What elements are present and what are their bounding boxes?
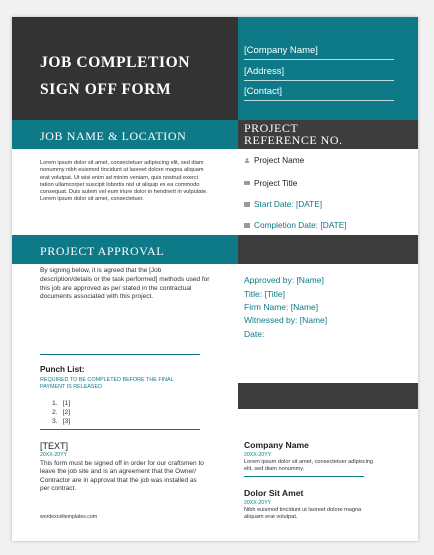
company-block-title: Company Name: [244, 440, 309, 450]
title-field[interactable]: Title: [Title]: [244, 289, 285, 299]
reference-heading: PROJECT REFERENCE NO.: [244, 121, 343, 147]
company-info-block: [238, 17, 418, 120]
punch-list-subtitle: REQUIRED TO BE COMPLETED BEFORE THE FINAL PAYMENT IS RELEASED: [40, 377, 174, 390]
dolor-block-title: Dolor Sit Amet: [244, 488, 304, 498]
firm-name-field[interactable]: Firm Name: [Name]: [244, 302, 319, 312]
contact-field[interactable]: [Contact]: [244, 86, 394, 101]
text-block-title: [TEXT]: [40, 441, 69, 451]
completion-date-item[interactable]: Completion Date: [DATE]: [244, 220, 347, 230]
text-block-year: 20XX-20YY: [40, 452, 68, 458]
form-title: [40, 49, 230, 103]
right-dark-bar: [238, 383, 418, 409]
approval-side-bar: [238, 235, 418, 264]
calendar-icon: [244, 202, 250, 207]
punch-list: [52, 399, 70, 426]
project-title-item[interactable]: Project Title: [244, 178, 297, 188]
job-name-heading: JOB NAME & LOCATION: [40, 129, 187, 143]
address-field[interactable]: [Address]: [244, 66, 394, 81]
punch-list-item[interactable]: 1. [1]: [52, 400, 71, 407]
approved-by-field[interactable]: Approved by: [Name]: [244, 275, 324, 285]
footer-website[interactable]: wordexceltemplates.com: [40, 514, 98, 520]
witnessed-by-field[interactable]: Witnessed by: [Name]: [244, 315, 328, 325]
calendar-icon: [244, 223, 250, 228]
punch-list-title: Punch List:: [40, 365, 85, 374]
company-name-field[interactable]: [Company Name]: [244, 45, 394, 60]
text-block-body: This form must be signed off in order for our craftsmen to leave the job site and is an agreement that the Owner/ Contractor are in approval that the job was installed as per contract.: [40, 460, 204, 493]
dolor-block-year: 20XX-20YY: [244, 500, 272, 506]
start-date-item[interactable]: Start Date: [DATE]: [244, 199, 322, 209]
punch-list-item[interactable]: 3. [3]: [52, 418, 71, 425]
title-line-1: JOB COMPLETION: [40, 54, 191, 71]
title-block: [12, 17, 238, 120]
date-field[interactable]: Date:: [244, 329, 265, 339]
chat-icon: [244, 181, 250, 186]
divider: [40, 354, 200, 355]
form-page: [12, 17, 418, 541]
company-block-year: 20XX-20YY: [244, 452, 272, 458]
divider: [40, 429, 200, 430]
reference-heading-bar: [238, 120, 418, 149]
approval-heading: PROJECT APPROVAL: [40, 244, 165, 258]
title-line-2: SIGN OFF FORM: [40, 81, 172, 98]
project-name-item[interactable]: Project Name: [244, 155, 304, 165]
company-block-body: Lorem ipsum dolor sit amet, consectetuer adipiscing elit, sed diam nonummy.: [244, 459, 374, 473]
punch-list-item[interactable]: 2. [2]: [52, 409, 71, 416]
job-name-heading-bar: [12, 120, 238, 149]
job-description-text: Lorem ipsum dolor sit amet, consectetuer adipiscing elit, sed diam nonummy nibh euismod tincidunt ut laoreet dolore magna aliquam erat volutpat. Ut wisi enim ad minim veniam, quis nostrud exerci tation ullamcorper suscipit lobortis nisl ut aliquip ex ea commodo consequat. Duis autem vel eum iriure dolor in hendrerit in vulputate. Lorem ipsum dolor sit amet, consectetuer.: [40, 160, 208, 203]
approval-statement: By signing below, it is agreed that the [Job description/details or the task performed] methods used for this job are approved as per stated in the contractual documents associated with this project.: [40, 267, 210, 301]
dolor-block-body: Nibh euismod tincidunt ut laoreet dolore magna aliquam erat volutpat.: [244, 507, 362, 521]
person-icon: [244, 158, 250, 163]
divider: [244, 476, 364, 477]
approval-heading-bar: [12, 235, 238, 264]
